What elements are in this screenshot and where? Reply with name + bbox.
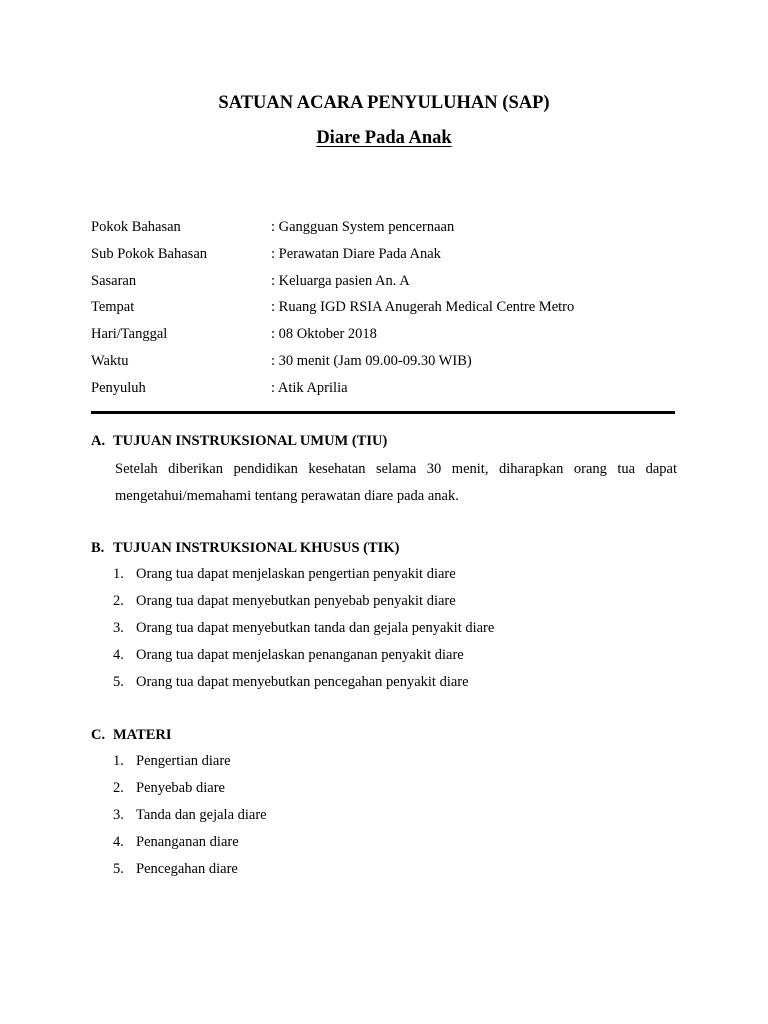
- list-text: Pencegahan diare: [136, 860, 238, 877]
- meta-label: Hari/Tanggal: [91, 326, 168, 343]
- list-number: 4.: [113, 833, 124, 850]
- list-number: 2.: [113, 592, 124, 609]
- meta-row: [91, 351, 681, 378]
- divider-rule: [91, 411, 675, 414]
- section-tik: [91, 538, 677, 698]
- section-heading-text: TUJUAN INSTRUKSIONAL KHUSUS (TIK): [113, 540, 400, 556]
- list-number: 5.: [113, 673, 124, 690]
- list-item: [91, 778, 677, 805]
- section-tiu: [91, 431, 677, 510]
- meta-row: [91, 244, 681, 271]
- meta-row: [91, 378, 681, 405]
- meta-value: : Ruang IGD RSIA Anugerah Medical Centre Metro: [271, 299, 575, 316]
- meta-row: [91, 324, 681, 351]
- meta-value: : Gangguan System pencernaan: [271, 219, 455, 235]
- meta-label: Penyuluh: [91, 379, 146, 396]
- list-item: [91, 672, 677, 699]
- meta-value: : 08 Oktober 2018: [271, 326, 377, 343]
- numbered-list: [91, 751, 677, 885]
- list-item: [91, 832, 677, 859]
- subtitle-text: Diare Pada Anak: [316, 128, 452, 148]
- section-heading-text: MATERI: [113, 727, 172, 743]
- meta-row: [91, 297, 681, 324]
- meta-value: : Keluarga pasien An. A: [271, 272, 410, 289]
- section-letter: A.: [91, 433, 106, 449]
- list-text: Orang tua dapat menjelaskan penanganan penyakit diare: [136, 646, 464, 663]
- section-paragraph: Setelah diberikan pendidikan kesehatan selama 30 menit, diharapkan orang tua dapat mengetahui/memahami tentang perawatan diare pada anak.: [115, 461, 677, 504]
- list-item: [91, 859, 677, 886]
- list-item: [91, 751, 677, 778]
- list-text: Orang tua dapat menyebutkan tanda dan gejala penyakit diare: [136, 619, 495, 636]
- list-number: 4.: [113, 646, 124, 663]
- meta-label: Pokok Bahasan: [91, 219, 181, 235]
- meta-label: Tempat: [91, 299, 135, 316]
- list-number: 3.: [113, 619, 124, 636]
- meta-value: : 30 menit (Jam 09.00-09.30 WIB): [271, 352, 472, 369]
- list-text: Orang tua dapat menjelaskan pengertian penyakit diare: [136, 566, 456, 582]
- list-item: [91, 591, 677, 618]
- document-title: SATUAN ACARA PENYULUHAN (SAP): [218, 93, 550, 113]
- section-heading: [91, 725, 677, 745]
- meta-value: : Atik Aprilia: [271, 379, 348, 396]
- list-text: Penyebab diare: [136, 779, 225, 796]
- document-subtitle: [0, 128, 768, 149]
- list-item: [91, 645, 677, 672]
- list-number: 3.: [113, 806, 124, 823]
- section-heading: [91, 538, 677, 558]
- meta-label: Sasaran: [91, 272, 137, 289]
- list-text: Tanda dan gejala diare: [136, 806, 267, 823]
- numbered-list: [91, 564, 677, 698]
- list-text: Orang tua dapat menyebutkan penyebab penyakit diare: [136, 592, 456, 609]
- meta-table: [91, 217, 681, 405]
- section-materi: [91, 725, 677, 885]
- list-item: [91, 564, 677, 591]
- list-text: Pengertian diare: [136, 753, 231, 769]
- list-number: 1.: [113, 753, 124, 769]
- meta-label: Waktu: [91, 352, 129, 369]
- section-letter: B.: [91, 540, 105, 556]
- meta-row: [91, 217, 681, 244]
- meta-value: : Perawatan Diare Pada Anak: [271, 245, 441, 262]
- meta-row: [91, 271, 681, 298]
- list-number: 2.: [113, 779, 124, 796]
- list-item: [91, 805, 677, 832]
- section-letter: C.: [91, 727, 106, 743]
- meta-label: Sub Pokok Bahasan: [91, 245, 207, 262]
- section-heading: [91, 431, 677, 451]
- list-text: Orang tua dapat menyebutkan pencegahan penyakit diare: [136, 673, 469, 690]
- list-item: [91, 618, 677, 645]
- section-heading-text: TUJUAN INSTRUKSIONAL UMUM (TIU): [113, 433, 388, 449]
- list-number: 1.: [113, 566, 124, 582]
- list-number: 5.: [113, 860, 124, 877]
- list-text: Penanganan diare: [136, 833, 239, 850]
